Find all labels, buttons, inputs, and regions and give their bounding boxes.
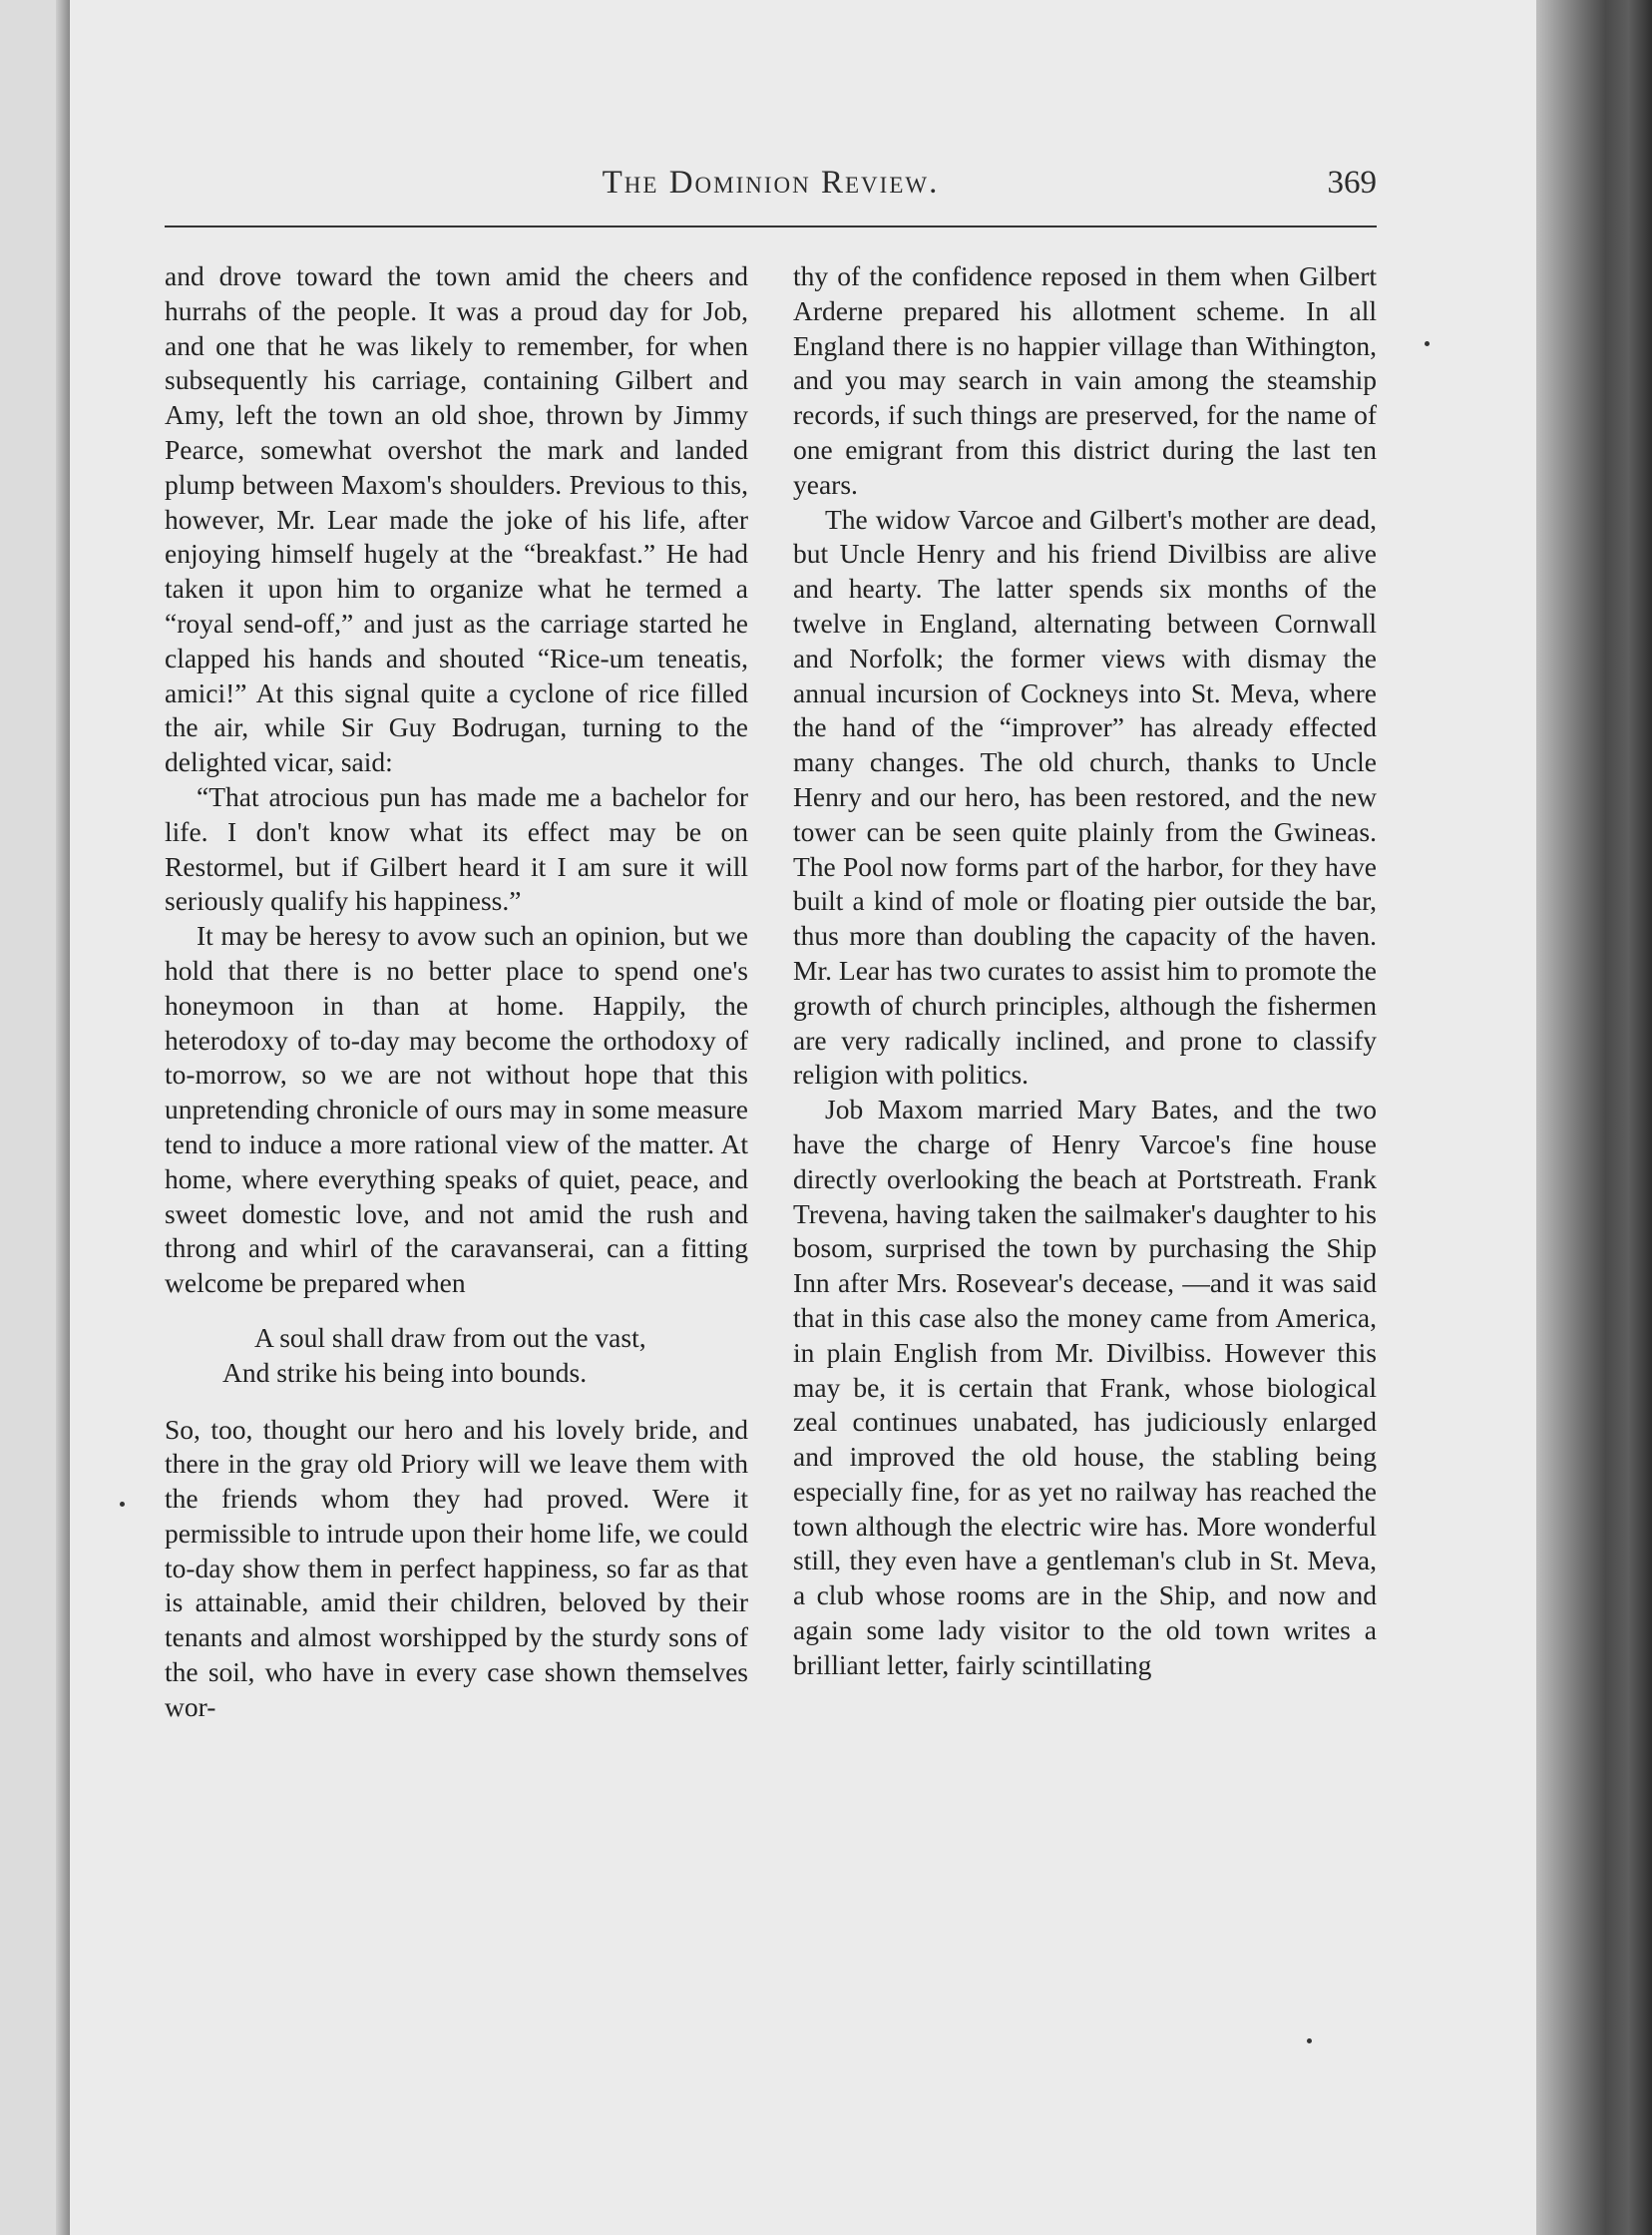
scan-speck bbox=[1307, 2038, 1312, 2043]
scan-speck bbox=[1425, 341, 1430, 346]
paragraph: So, too, thought our hero and his lovely bride, and there in the gray old Priory will we leave them with the friends whom they had proved. Were it permissible to intrude upon their home life, we could to-day show them in perfect happiness, so far as that is attainable, amid their children, beloved by their tenants and almost worshipped by the sturdy sons of the soil, who have in every case shown themselves wor- bbox=[165, 1413, 748, 1722]
adjacent-page-edge bbox=[0, 0, 72, 2235]
verse-quotation bbox=[165, 1321, 748, 1391]
paragraph: thy of the confidence reposed in them when Gilbert Arderne prepared his allotment scheme. In all England there is no happier village than Withington, and you may search in vain among the steamship records, if such things are preserved, for the name of one emigrant from this district during the last ten years. bbox=[793, 260, 1377, 500]
paragraph: Job Maxom married Mary Bates, and the two have the charge of Henry Varcoe's fine house directly overlooking the beach at Portstreath. Frank Trevena, having taken the sailmaker's daughter to his bosom, surprised the town by purchasing the Ship Inn after Mrs. Rosevear's decease, —and it was said that in this case also the money came from America, in plain English from Mr. Divilbiss. However this may be, it is certain that Frank, whose biological zeal continues unabated, has judiciously enlarged and improved the old house, the stabling being especially fine, for as yet no railway has reached the town although the electric wire has. More wonderful still, they even have a gentleman's club in St. Meva, a club whose rooms are in the Ship, and now and again some lady visitor to the old town writes a brilliant letter, fairly scintillating bbox=[793, 1094, 1377, 1680]
paragraph: It may be heresy to avow such an opinion, but we hold that there is no better place to spend one's honeymoon in than at home. Happily, the heterodoxy of to-day may become the orthodoxy of to-morrow, so we are not without hope that this unpretending chronicle of ours may in some measure tend to induce a more rational view of the matter. At home, where everything speaks of quiet, peace, and sweet domestic love, and not amid the rush and throng and whirl of the caravanserai, can a fitting welcome be prepared when bbox=[165, 920, 748, 1299]
paragraph: The widow Varcoe and Gilbert's mother are dead, but Uncle Henry and his friend Divilbiss are alive and hearty. The latter spends six months of the twelve in England, alternating between Cornwall and Norfolk; the former views with dismay the annual incursion of Cockneys into St. Meva, where the hand of the “improver” has already effected many changes. The old church, thanks to Uncle Henry and our hero, has been restored, and the new tower can be seen quite plainly from the Gwineas. The Pool now forms part of the harbor, for they have built a kind of mole or floating pier outside the bar, thus more than doubling the capacity of the haven. Mr. Lear has two curates to assist him to promote the growth of church principles, although the fishermen are very radically inclined, and prone to classify religion with politics. bbox=[793, 503, 1377, 1091]
running-head: The Dominion Review. bbox=[602, 165, 940, 201]
header-rule bbox=[165, 225, 1377, 227]
paragraph: “That atrocious pun has made me a bachelor for life. I don't know what its effect may be on Restormel, but if Gilbert heard it I am sure it will seriously qualify his happiness.” bbox=[165, 780, 748, 917]
right-column bbox=[793, 259, 1377, 1683]
verse-line: A soul shall draw from out the vast, bbox=[254, 1321, 646, 1353]
book-fore-edge bbox=[1536, 0, 1652, 2235]
page-header bbox=[165, 165, 1377, 224]
page-number: 369 bbox=[1327, 165, 1377, 201]
paragraph: and drove toward the town amid the cheers and hurrahs of the people. It was a proud day for Job, and one that he was likely to remember, for when subsequently his carriage, containing Gilbert and Amy, left the town an old shoe, thrown by Jimmy Pearce, somewhat overshot the mark and landed plump between Maxom's shoulders. Previous to this, however, Mr. Lear made the joke of his life, after enjoying himself hugely at the “breakfast.” He had taken it upon him to organize what he termed a “royal send-off,” and just as the carriage started he clapped his hands and shouted “Rice-um teneatis, amici!” At this signal quite a cyclone of rice filled the air, while Sir Guy Bodrugan, turning to the delighted vicar, said: bbox=[165, 260, 748, 778]
scan-speck bbox=[120, 1502, 125, 1507]
verse-line: And strike his being into bounds. bbox=[222, 1356, 588, 1388]
left-column bbox=[165, 259, 748, 1725]
